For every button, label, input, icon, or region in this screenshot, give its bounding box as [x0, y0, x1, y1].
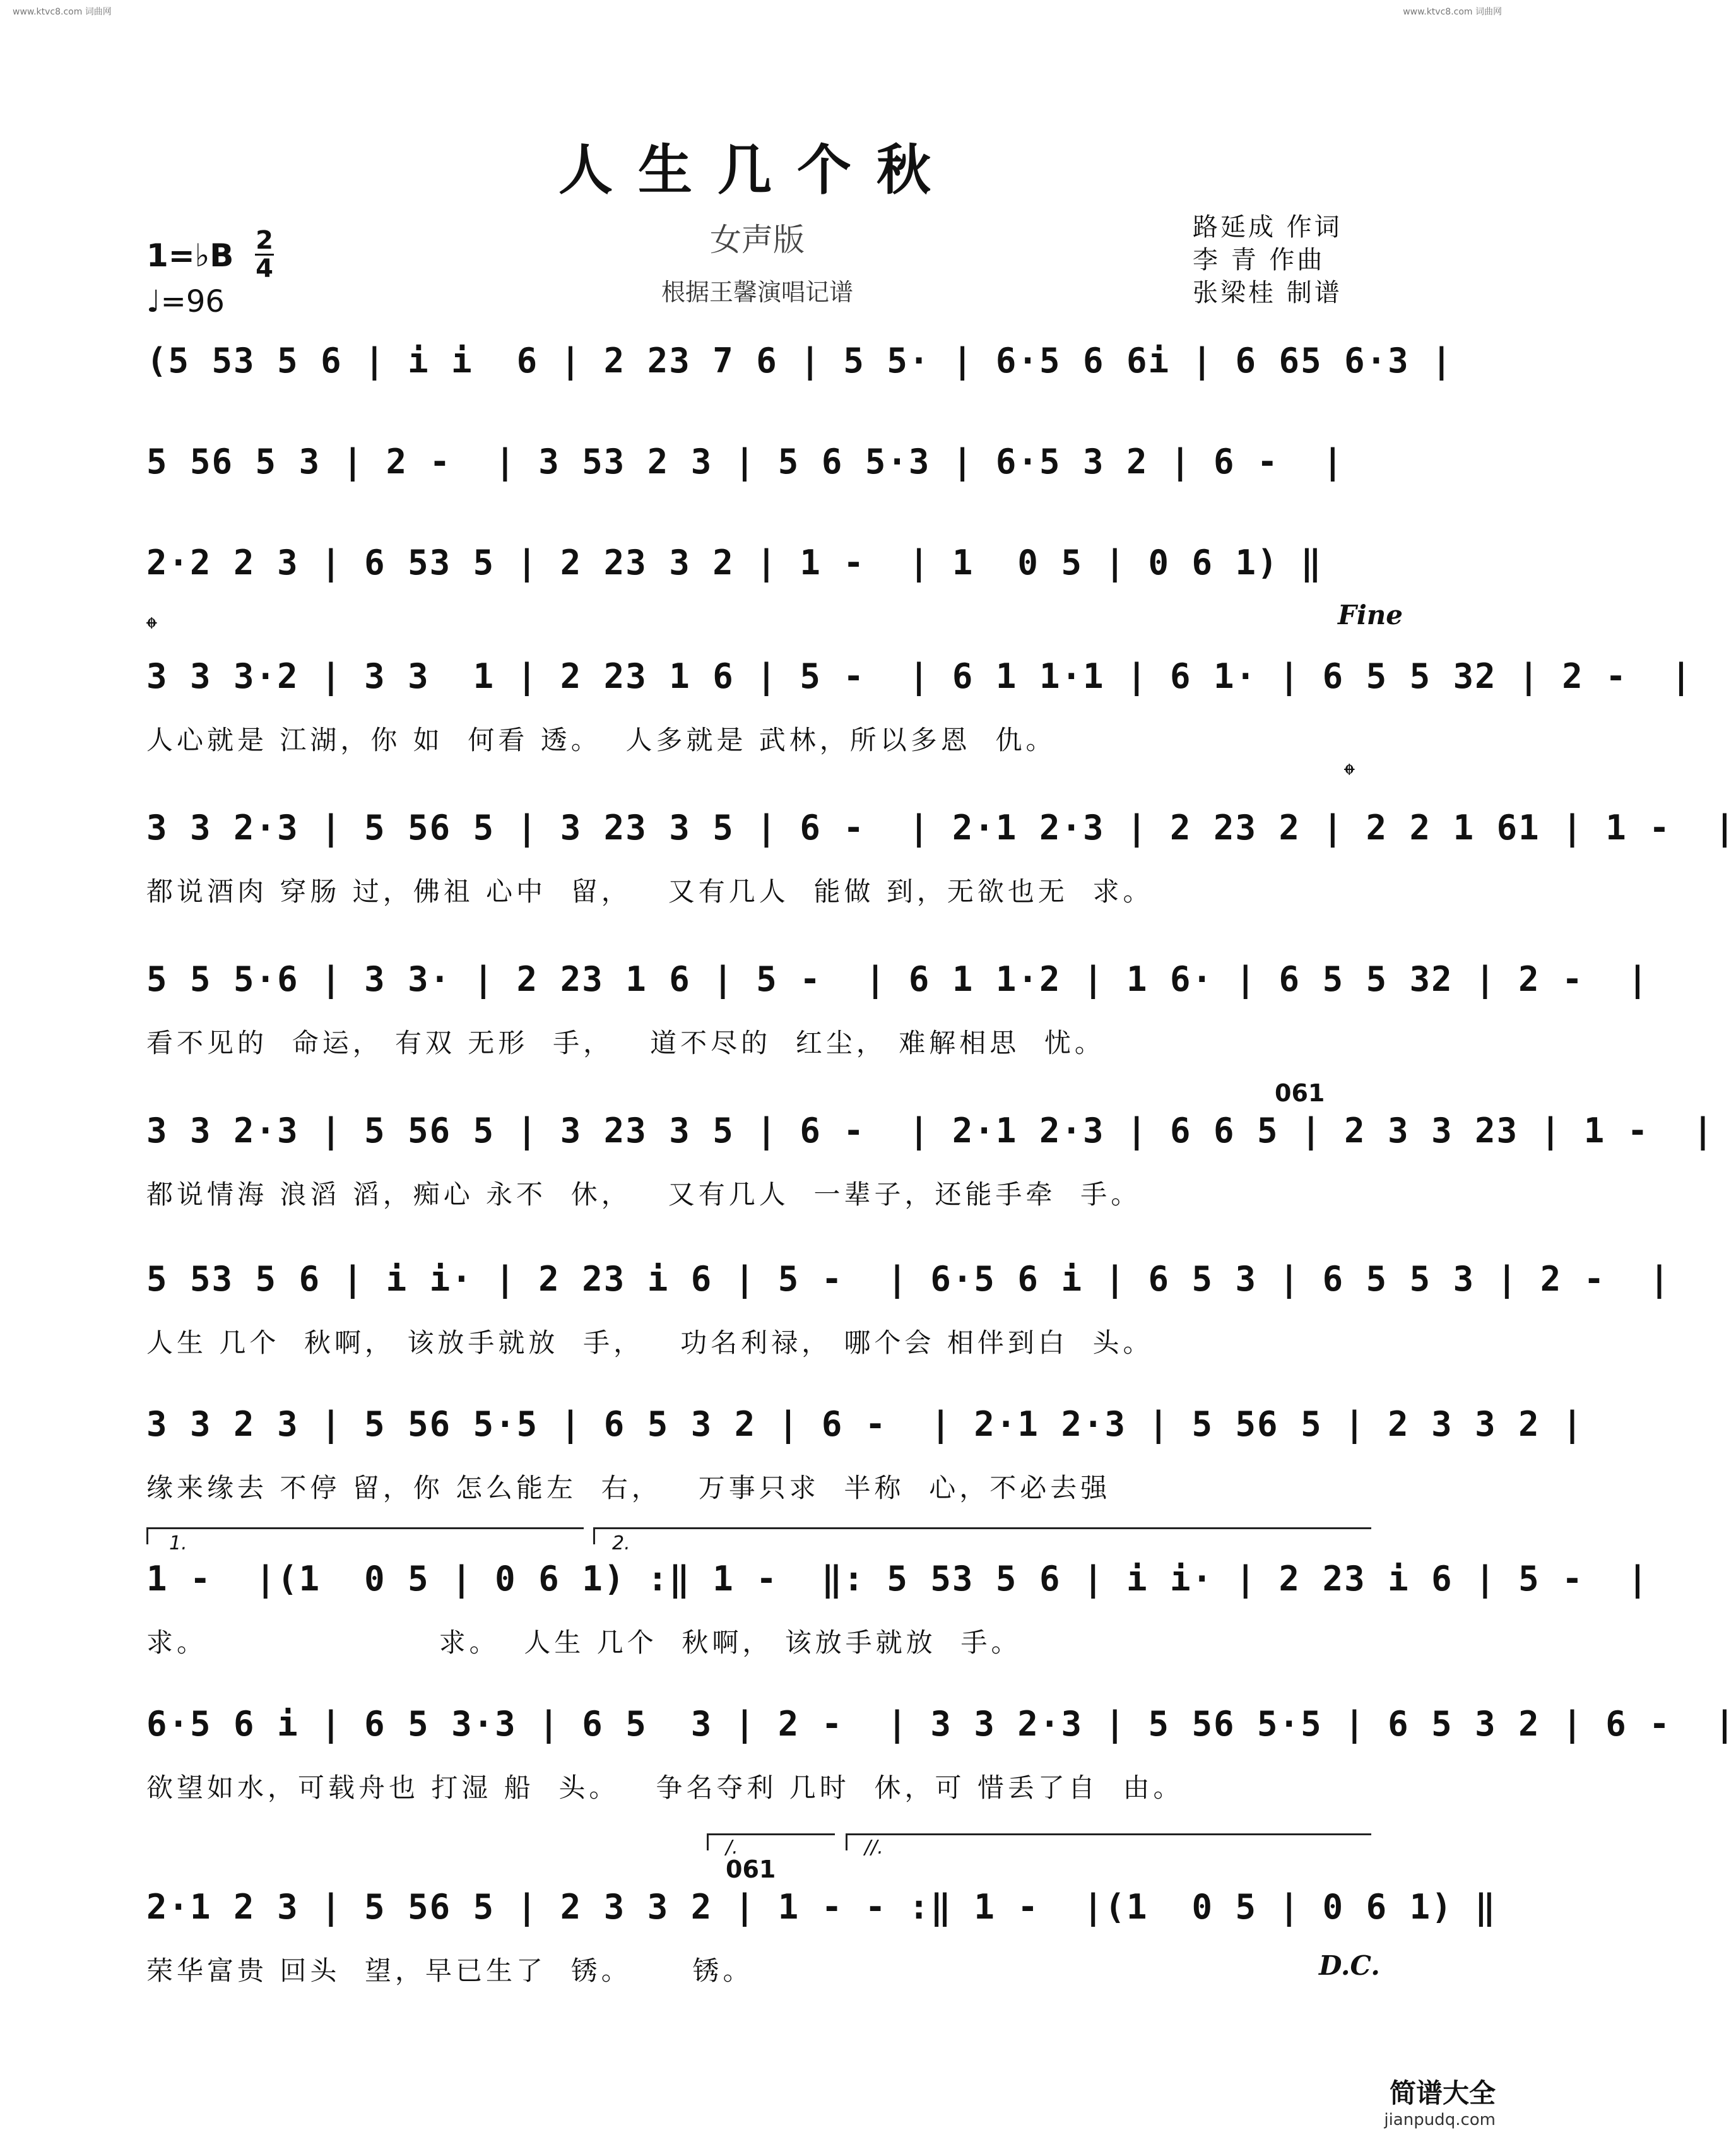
- tempo-marking: ♩=96: [146, 284, 225, 319]
- lyrics-line: 看不见的 命运， 有双 无形 手， 道不尽的 红尘， 难解相思 忧。: [146, 1027, 1105, 1058]
- coda-sign: 𝄌: [146, 611, 157, 646]
- notes-line: 5 56 5 3 | 2 - | 3 53 2 3 | 5 6 5·3 | 6·5 3 2 | 6 - |: [146, 442, 1345, 482]
- coda-sign-2: 𝄌: [1344, 757, 1355, 793]
- lyrics-line: 欲望如水，可载舟也 打湿 船 头。 争名夺利 几时 休，可 惜丢了自 由。: [146, 1772, 1184, 1803]
- notes-line: 3 3 2·3 | 5 56 5 | 3 23 3 5 | 6 - | 2·1 2·3 | 6 6 5 | 2 3 3 23 | 1 - |: [146, 1111, 1715, 1151]
- watermark-left: www.ktvc8.com 词曲网: [13, 7, 112, 17]
- site-logo: [1384, 2073, 1496, 2129]
- time-top: 2: [256, 226, 273, 255]
- dc-marker: D.C.: [1319, 1950, 1380, 1981]
- credit-lyricist: 路延成 作词: [1193, 213, 1342, 242]
- grace-note: 061: [1275, 1079, 1325, 1107]
- song-subtitle: 女声版: [710, 222, 805, 258]
- volta-label-2: 2.: [612, 1532, 630, 1554]
- notes-line: 2·2 2 3 | 6 53 5 | 2 23 3 2 | 1 - | 1 0 5 | 0 6 1) ‖: [146, 543, 1323, 583]
- credit-composer: 李 青 作曲: [1193, 246, 1325, 275]
- logo-name: 简谱大全: [1389, 2078, 1496, 2109]
- time-bottom: 4: [256, 254, 273, 283]
- notes-line: (5 53 5 6 | i i 6 | 2 23 7 6 | 5 5· | 6·5 6 6i | 6 65 6·3 |: [146, 341, 1453, 381]
- volta-bracket-4: [846, 1833, 1371, 1850]
- notes-line: 2·1 2 3 | 5 56 5 | 2 3 3 2 | 1 - - :‖ 1 - |(1 0 5 | 0 6 1) ‖: [146, 1887, 1497, 1927]
- lyrics-line: 人心就是 江湖，你 如 何看 透。 人多就是 武林，所以多恩 仇。: [146, 725, 1056, 755]
- song-title: 人生几个秋: [558, 138, 956, 202]
- notes-line: 5 5 5·6 | 3 3· | 2 23 1 6 | 5 - | 6 1 1·2 | 1 6· | 6 5 5 32 | 2 - |: [146, 959, 1650, 999]
- transcription-note: 根据王馨演唱记谱: [661, 278, 853, 306]
- notes-line: 1 - |(1 0 5 | 0 6 1) :‖ 1 - ‖: 5 53 5 6 | i i· | 2 23 i 6 | 5 - |: [146, 1559, 1650, 1599]
- notes-line: 3 3 3·2 | 3 3 1 | 2 23 1 6 | 5 - | 6 1 1·1 | 6 1· | 6 5 5 32 | 2 - |: [146, 656, 1693, 696]
- volta-label-4: //.: [865, 1837, 883, 1859]
- volta-label-3: /.: [726, 1837, 738, 1859]
- time-signature: [255, 227, 274, 282]
- volta-bracket-1: [146, 1527, 584, 1544]
- lyrics-line: 都说情海 浪滔 滔，痴心 永不 休， 又有几人 一辈子，还能手牵 手。: [146, 1179, 1142, 1210]
- logo-site: jianpudq.com: [1384, 2110, 1496, 2129]
- watermark-right: www.ktvc8.com 词曲网: [1403, 7, 1502, 17]
- lyrics-line: 求。 求。 人生 几个 秋啊， 该放手就放 手。: [146, 1627, 1022, 1658]
- lyrics-line: 荣华富贵 回头 望，早已生了 锈。 锈。: [146, 1955, 753, 1986]
- notes-line: 5 53 5 6 | i i· | 2 23 i 6 | 5 - | 6·5 6 i | 6 5 3 | 6 5 5 3 | 2 - |: [146, 1259, 1671, 1299]
- notes-line: 3 3 2·3 | 5 56 5 | 3 23 3 5 | 6 - | 2·1 2·3 | 2 23 2 | 2 2 1 61 | 1 - |: [146, 808, 1736, 848]
- credit-arranger: 张梁桂 制谱: [1193, 278, 1342, 307]
- fine-marker: Fine: [1338, 600, 1403, 630]
- key-signature: 1=♭B: [146, 237, 234, 274]
- volta-label-1: 1.: [169, 1532, 187, 1554]
- lyrics-line: 都说酒肉 穿肠 过，佛祖 心中 留， 又有几人 能做 到，无欲也无 求。: [146, 876, 1154, 907]
- volta-bracket-2: [593, 1527, 1371, 1544]
- notes-line: 3 3 2 3 | 5 56 5·5 | 6 5 3 2 | 6 - | 2·1 2·3 | 5 56 5 | 2 3 3 2 |: [146, 1404, 1584, 1444]
- notes-line: 6·5 6 i | 6 5 3·3 | 6 5 3 | 2 - | 3 3 2·3 | 5 56 5·5 | 6 5 3 2 | 6 - |: [146, 1704, 1736, 1744]
- grace-note-2: 061: [726, 1855, 776, 1883]
- lyrics-line: 人生 几个 秋啊， 该放手就放 手， 功名利禄， 哪个会 相伴到白 头。: [146, 1327, 1154, 1358]
- lyrics-line: 缘来缘去 不停 留，你 怎么能左 右， 万事只求 半称 心，不必去强: [146, 1472, 1111, 1503]
